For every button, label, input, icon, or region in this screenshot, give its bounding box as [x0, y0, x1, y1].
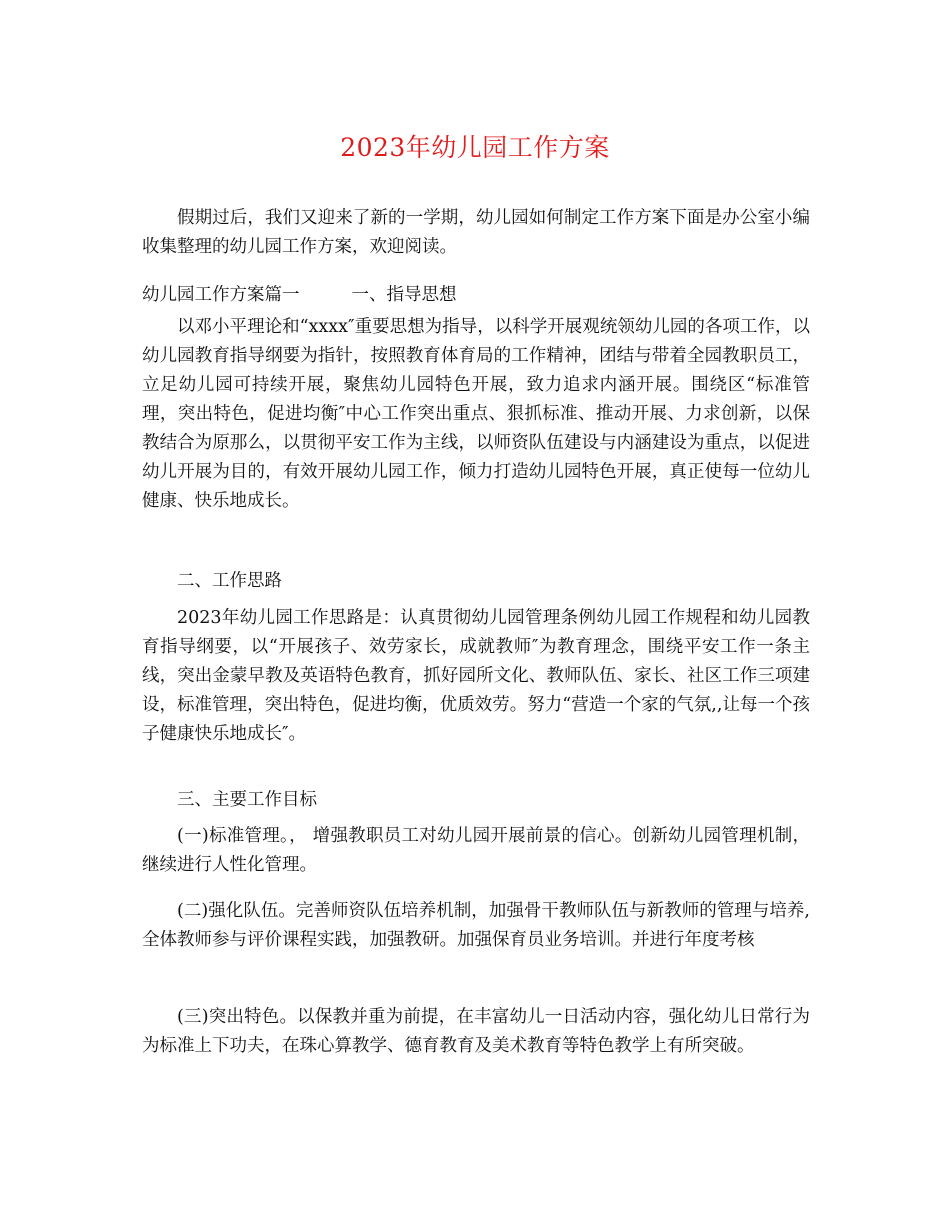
goal-3-paragraph: (三)突出特色。以保教并重为前提，在丰富幼儿一日活动内容，强化幼儿日常行为为标准上下功夫，在珠心算教学、德育教育及美术教育等特色教学上有所突破。 [142, 1007, 810, 1056]
goal-2-paragraph: (二)强化队伍。完善师资队伍培养机制，加强骨干教师队伍与新教师的管理与培养,全体教师参与评价课程实践，加强教研。加强保育员业务培训。并进行年度考核 [142, 901, 810, 950]
work-thinking-paragraph: 2023年幼儿园工作思路是：认真贯彻幼儿园管理条例幼儿园工作规程和幼儿园教育指导纲要，以“开展孩子、效劳家长，成就教师″为教育理念，围绕平安工作一条主线，突出金蒙早教及英语特色教育，抓好园所文化、教师队伍、家长、社区工作三项建设，标准管理，突出特色，促进均衡，优质效劳。努力“营造一个家的气氛,,让每一个孩子健康快乐地成长″。 [142, 608, 810, 744]
goal-1-paragraph: (一)标准管理。， 增强教职员工对幼儿园开展前景的信心。创新幼儿园管理机制，继续进行人性化管理。 [142, 826, 810, 875]
heading-main-goals: 三、主要工作目标 [177, 790, 317, 810]
heading-work-thinking: 二、工作思路 [177, 571, 282, 591]
guiding-thought-paragraph: 以邓小平理论和“xxxx″重要思想为指导，以科学开展观统领幼儿园的各项工作，以幼儿园教育指导纲要为指针，按照教育体育局的工作精神，团结与带着全园教职员工，立足幼儿园可持续开展，聚焦幼儿园特色开展，致力追求内涵开展。围绕区“标准管理，突出特色，促进均衡″中心工作突出重点、狠抓标准、推动开展、力求创新，以保教结合为原那么，以贯彻平安工作为主线，以师资队伍建设与内涵建设为重点，以促进幼儿开展为目的，有效开展幼儿园工作，倾力打造幼儿园特色开展，真正使每一位幼儿健康、快乐地成长。 [142, 317, 810, 511]
heading-guiding-thought: 一、指导思想 [351, 285, 457, 305]
section-label: 幼儿园工作方案篇一 [142, 285, 300, 305]
intro-paragraph: 假期过后，我们又迎来了新的一学期，幼儿园如何制定工作方案下面是办公室小编收集整理的幼儿园工作方案，欢迎阅读。 [142, 208, 810, 257]
document-title: 2023年幼儿园工作方案 [340, 133, 610, 162]
section-heading-line [142, 281, 810, 310]
